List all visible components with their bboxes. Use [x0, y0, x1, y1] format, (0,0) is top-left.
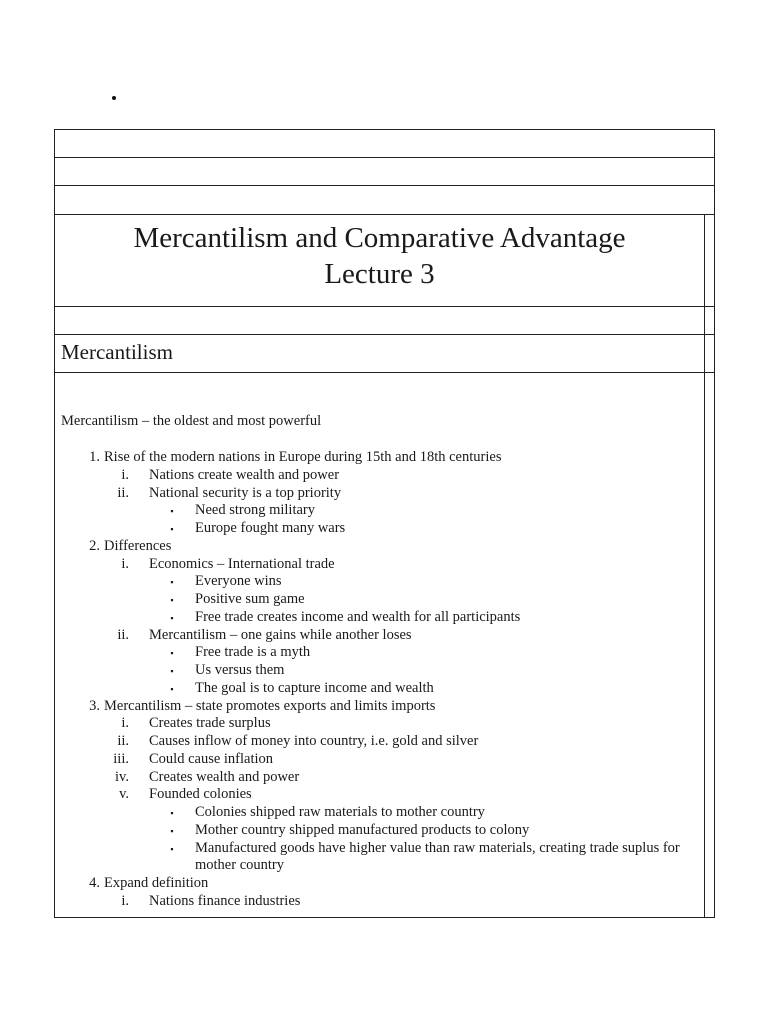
- list-item: Positive sum game: [195, 591, 305, 607]
- list-item: Free trade is a myth: [195, 644, 311, 661]
- list-item: Economics – International trade: [149, 555, 335, 572]
- list-marker: 3.: [89, 697, 100, 714]
- list-item: Everyone wins: [195, 573, 282, 590]
- list-marker: i.: [121, 466, 129, 483]
- list-item: Colonies shipped raw materials to mother country: [195, 804, 485, 820]
- page-title: [55, 220, 704, 292]
- list-marker: ii.: [117, 626, 129, 643]
- bullet-square-icon: ▪: [170, 808, 174, 818]
- bullet-square-icon: ▪: [170, 666, 174, 676]
- document-frame: [54, 129, 715, 918]
- bullet-square-icon: ▪: [170, 506, 174, 517]
- list-marker: i.: [121, 555, 129, 572]
- list-marker: iii.: [113, 750, 129, 767]
- list-item: Manufactured goods have higher value than raw materials, creating trade suplus for: [195, 839, 680, 856]
- bullet-square-icon: ▪: [170, 683, 174, 694]
- list-item: Need strong military: [195, 502, 316, 519]
- list-item: Nations finance industries: [149, 892, 301, 909]
- list-item: Differences: [104, 537, 172, 554]
- list-item: Creates trade surplus: [149, 715, 271, 732]
- table-rule: [55, 372, 714, 373]
- right-margin-rule: [704, 215, 705, 917]
- list-item: The goal is to capture income and wealth: [195, 679, 434, 696]
- table-rule: [55, 334, 714, 335]
- list-item: Causes inflow of money into country, i.e. gold and silver: [149, 733, 479, 749]
- list-marker: 4.: [89, 875, 100, 891]
- list-marker: 1.: [89, 449, 100, 465]
- list-item: Could cause inflation: [149, 750, 274, 767]
- top-bullet-dot: [112, 96, 116, 100]
- bullet-square-icon: ▪: [170, 612, 174, 623]
- table-rule: [55, 306, 714, 307]
- list-marker: ii.: [117, 733, 129, 749]
- list-item: National security is a top priority: [149, 484, 342, 501]
- list-item: Founded colonies: [149, 786, 252, 803]
- list-item: Mother country shipped manufactured products to colony: [195, 821, 530, 838]
- list-marker: i.: [121, 892, 129, 909]
- list-marker: v.: [119, 786, 129, 803]
- list-item: Us versus them: [195, 662, 285, 678]
- list-item: Free trade creates income and wealth for all participants: [195, 608, 521, 625]
- list-item: Nations create wealth and power: [149, 466, 340, 483]
- list-marker: ii.: [117, 484, 129, 501]
- list-marker: i.: [121, 715, 129, 732]
- list-item: Creates wealth and power: [149, 768, 300, 785]
- bullet-square-icon: ▪: [170, 595, 174, 605]
- list-item: Expand definition: [104, 875, 209, 891]
- list-item: mother country: [195, 857, 284, 874]
- bullet-square-icon: ▪: [170, 843, 174, 854]
- title-line-1: Mercantilism and Comparative Advantage: [133, 222, 626, 254]
- title-line-2: Lecture 3: [324, 258, 435, 290]
- bullet-square-icon: ▪: [170, 524, 174, 534]
- table-rule: [55, 214, 714, 215]
- bullet-square-icon: ▪: [170, 825, 174, 836]
- bullet-square-icon: ▪: [170, 577, 174, 588]
- list-item: Rise of the modern nations in Europe during 15th and 18th centuries: [104, 449, 502, 465]
- list-item: Mercantilism – state promotes exports and limits imports: [104, 697, 436, 714]
- section-heading: Mercantilism: [61, 340, 173, 364]
- list-item: Europe fought many wars: [195, 520, 346, 536]
- table-rule: [55, 157, 714, 158]
- bullet-square-icon: ▪: [170, 648, 174, 659]
- list-marker: 2.: [89, 537, 100, 554]
- list-marker: iv.: [115, 768, 129, 785]
- list-item: Mercantilism – one gains while another loses: [149, 626, 412, 643]
- intro-text: Mercantilism – the oldest and most powerful: [61, 413, 322, 429]
- table-rule: [55, 185, 714, 186]
